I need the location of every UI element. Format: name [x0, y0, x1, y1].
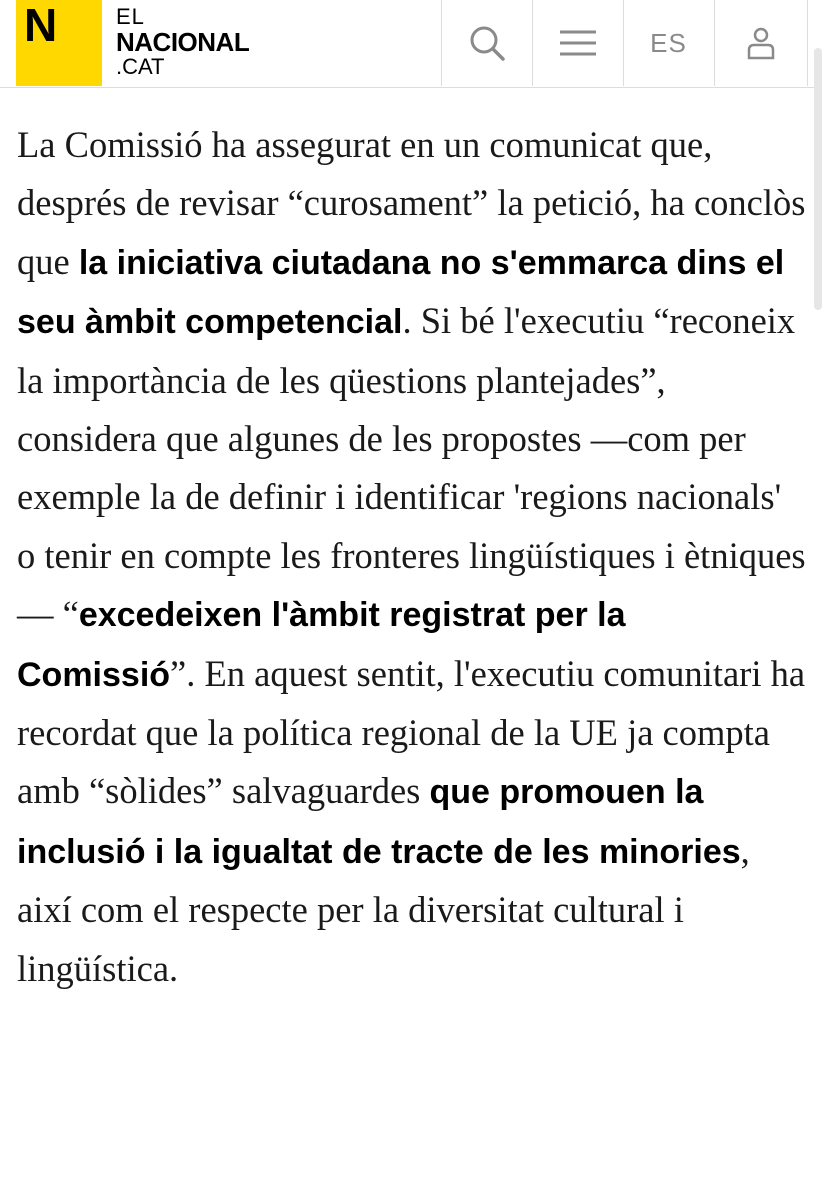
logo-wordmark[interactable] — [116, 6, 249, 78]
language-label: ES — [650, 27, 687, 58]
user-account-button[interactable] — [714, 0, 808, 86]
scrollbar[interactable] — [814, 48, 822, 310]
article-highlight-3: que promouen la inclusió i la igualtat de tracte de les minories — [17, 773, 741, 871]
article-paragraph — [17, 116, 807, 998]
article-highlight-1: la iniciativa ciutadana no s'emmarca dins el seu àmbit competencial — [17, 243, 785, 342]
search-icon — [467, 23, 507, 63]
search-button[interactable] — [441, 0, 531, 86]
site-header — [0, 0, 822, 88]
logo-line-nacional: NACIONAL — [116, 27, 250, 57]
logo-line-cat: .CAT — [116, 54, 165, 79]
article-text-1: La Comissió ha assegurat en un comunicat que, després de revisar “curosament” la petició, ha conclòs que — [17, 124, 806, 282]
logo-line-el: EL — [116, 4, 145, 29]
logo-mark: N — [24, 0, 58, 51]
article-text-3: ”. En aquest sentit, l'executiu comunitari ha recordat que la política regional de la UE ja compta amb “sòlides” salvaguardes — [17, 652, 806, 812]
user-icon — [746, 26, 776, 60]
language-selector[interactable] — [623, 0, 713, 86]
menu-icon — [560, 28, 596, 58]
article-highlight-2: excedeixen l'àmbit registrat per la Comissió — [17, 596, 626, 694]
menu-button[interactable] — [532, 0, 622, 86]
site-logo[interactable] — [16, 0, 102, 86]
article-text-4: , així com el respecte per la diversitat cultural i lingüística. — [17, 829, 750, 989]
article-text-2: . Si bé l'executiu “reconeix la importància de les qüestions plantejades”, considera que algunes de les propostes —com per exemple la de definir i identificar 'regions nacionals' o tenir en compte les fronteres lingüístiques i ètniques— “ — [17, 300, 806, 635]
